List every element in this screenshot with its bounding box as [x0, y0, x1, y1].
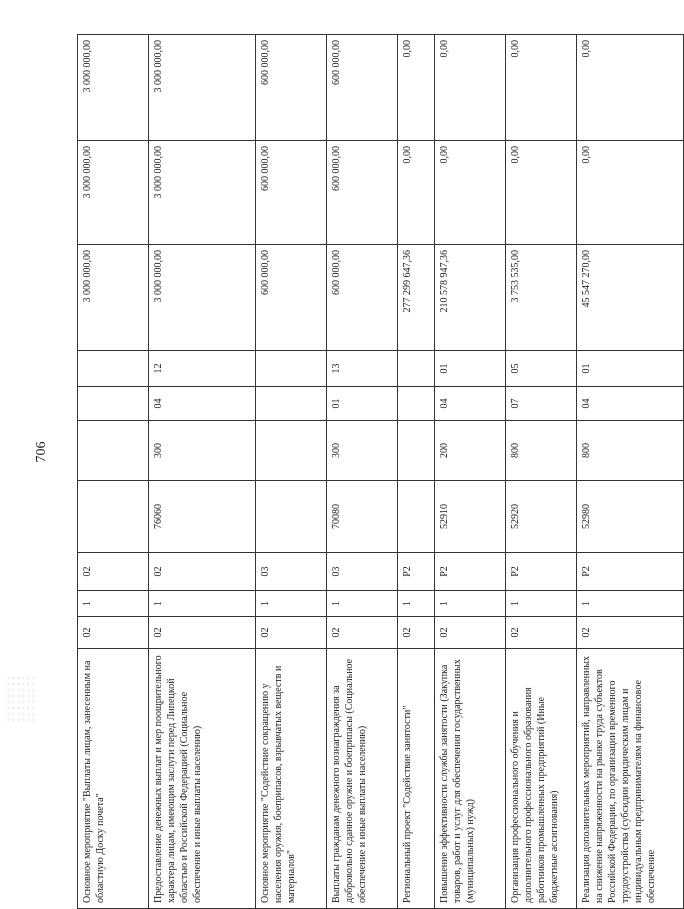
code-cell — [78, 481, 149, 553]
code-cell: 1 — [398, 591, 435, 617]
amount-cell: 0,00 — [435, 141, 506, 245]
amount-cell: 3 000 000,00 — [78, 141, 149, 245]
code-cell: 02 — [78, 553, 149, 591]
table-row — [577, 35, 684, 909]
code-cell: 800 — [506, 421, 577, 481]
amount-cell: 0,00 — [577, 141, 684, 245]
amount-cell: 3 000 000,00 — [149, 245, 256, 351]
code-cell: P2 — [577, 553, 684, 591]
amount-cell: 0,00 — [577, 35, 684, 141]
code-cell: 02 — [577, 617, 684, 649]
code-cell: 200 — [435, 421, 506, 481]
page-number: 706 — [34, 441, 49, 463]
code-cell: 52920 — [506, 481, 577, 553]
code-cell: 04 — [149, 387, 256, 421]
program-name-cell: Повышение эффективности службы занятости (Закупка товаров, работ и услуг для обеспечения государственных (муниципальных) нужд) — [435, 649, 506, 909]
code-cell: 04 — [577, 387, 684, 421]
code-cell: P2 — [435, 553, 506, 591]
amount-cell: 0,00 — [435, 35, 506, 141]
amount-cell: 0,00 — [398, 35, 435, 141]
program-name-cell: Основное мероприятие "Выплаты лицам, занесенным на областную Доску почета" — [78, 649, 149, 909]
code-cell: 02 — [78, 617, 149, 649]
code-cell — [78, 421, 149, 481]
amount-cell: 3 753 535,00 — [506, 245, 577, 351]
code-cell: P2 — [506, 553, 577, 591]
code-cell: 76060 — [149, 481, 256, 553]
code-cell: 52980 — [577, 481, 684, 553]
scan-noise — [6, 675, 34, 723]
amount-cell: 0,00 — [506, 35, 577, 141]
code-cell: 02 — [256, 617, 327, 649]
code-cell — [398, 387, 435, 421]
budget-table — [77, 34, 684, 909]
code-cell: 02 — [398, 617, 435, 649]
code-cell: 300 — [327, 421, 398, 481]
code-cell: 02 — [149, 617, 256, 649]
table-row — [506, 35, 577, 909]
table-row — [256, 35, 327, 909]
code-cell: 1 — [506, 591, 577, 617]
table-row — [327, 35, 398, 909]
program-name-cell: Региональный проект "Содействие занятости" — [398, 649, 435, 909]
code-cell — [256, 351, 327, 387]
code-cell: 02 — [149, 553, 256, 591]
amount-cell: 277 299 647,36 — [398, 245, 435, 351]
amount-cell: 3 000 000,00 — [78, 245, 149, 351]
code-cell: 800 — [577, 421, 684, 481]
amount-cell: 3 000 000,00 — [149, 141, 256, 245]
code-cell: 02 — [327, 617, 398, 649]
code-cell: 52910 — [435, 481, 506, 553]
code-cell: 70080 — [327, 481, 398, 553]
code-cell: 04 — [435, 387, 506, 421]
code-cell: 1 — [256, 591, 327, 617]
program-name-cell: Предоставление денежных выплат и мер поощрительного характера лицам, имеющим заслуги перед Липецкой областью и Российской Федерацией (Социальное обеспечение и иные выплаты населению) — [149, 649, 256, 909]
table-row — [435, 35, 506, 909]
amount-cell: 600 000,00 — [327, 141, 398, 245]
code-cell — [256, 481, 327, 553]
code-cell: 1 — [435, 591, 506, 617]
code-cell: P2 — [398, 553, 435, 591]
code-cell: 02 — [435, 617, 506, 649]
code-cell — [398, 421, 435, 481]
code-cell: 12 — [149, 351, 256, 387]
budget-table-body — [78, 35, 684, 909]
amount-cell: 600 000,00 — [327, 245, 398, 351]
budget-table-sheet — [77, 35, 657, 909]
amount-cell: 0,00 — [506, 141, 577, 245]
amount-cell: 600 000,00 — [327, 35, 398, 141]
amount-cell: 3 000 000,00 — [149, 35, 256, 141]
code-cell: 03 — [327, 553, 398, 591]
code-cell: 03 — [256, 553, 327, 591]
code-cell: 07 — [506, 387, 577, 421]
table-row — [398, 35, 435, 909]
amount-cell: 210 578 947,36 — [435, 245, 506, 351]
table-row — [78, 35, 149, 909]
code-cell: 1 — [78, 591, 149, 617]
code-cell — [398, 351, 435, 387]
code-cell: 05 — [506, 351, 577, 387]
code-cell: 01 — [435, 351, 506, 387]
amount-cell: 3 000 000,00 — [78, 35, 149, 141]
code-cell — [256, 387, 327, 421]
amount-cell: 0,00 — [398, 141, 435, 245]
program-name-cell: Реализация дополнительных мероприятий, направленных на снижение напряженности на рынке труда субъектов Российской Федерации, по организации временного трудоустройства (субсидии юридическим лицам и индивидуальным предпринимателям на финансовое обеспечение — [577, 649, 684, 909]
amount-cell: 600 000,00 — [256, 245, 327, 351]
code-cell — [256, 421, 327, 481]
code-cell — [78, 351, 149, 387]
code-cell — [398, 481, 435, 553]
code-cell: 01 — [327, 387, 398, 421]
code-cell: 1 — [149, 591, 256, 617]
amount-cell: 600 000,00 — [256, 141, 327, 245]
code-cell: 02 — [506, 617, 577, 649]
program-name-cell: Выплаты гражданам денежного вознаграждения за добровольно сданное оружие и боеприпасы (Социальное обеспечение и иные выплаты населению) — [327, 649, 398, 909]
table-row — [149, 35, 256, 909]
code-cell: 1 — [577, 591, 684, 617]
code-cell: 1 — [327, 591, 398, 617]
code-cell: 01 — [577, 351, 684, 387]
program-name-cell: Организация профессионального обучения и дополнительного профессионального образования работников промышленных предприятий (Иные бюджетные ассигнования) — [506, 649, 577, 909]
code-cell: 13 — [327, 351, 398, 387]
program-name-cell: Основное мероприятие "Содействие сокращению у населения оружия, боеприпасов, взрывчатых веществ и материалов" — [256, 649, 327, 909]
code-cell — [78, 387, 149, 421]
amount-cell: 45 547 270,00 — [577, 245, 684, 351]
amount-cell: 600 000,00 — [256, 35, 327, 141]
code-cell: 300 — [149, 421, 256, 481]
